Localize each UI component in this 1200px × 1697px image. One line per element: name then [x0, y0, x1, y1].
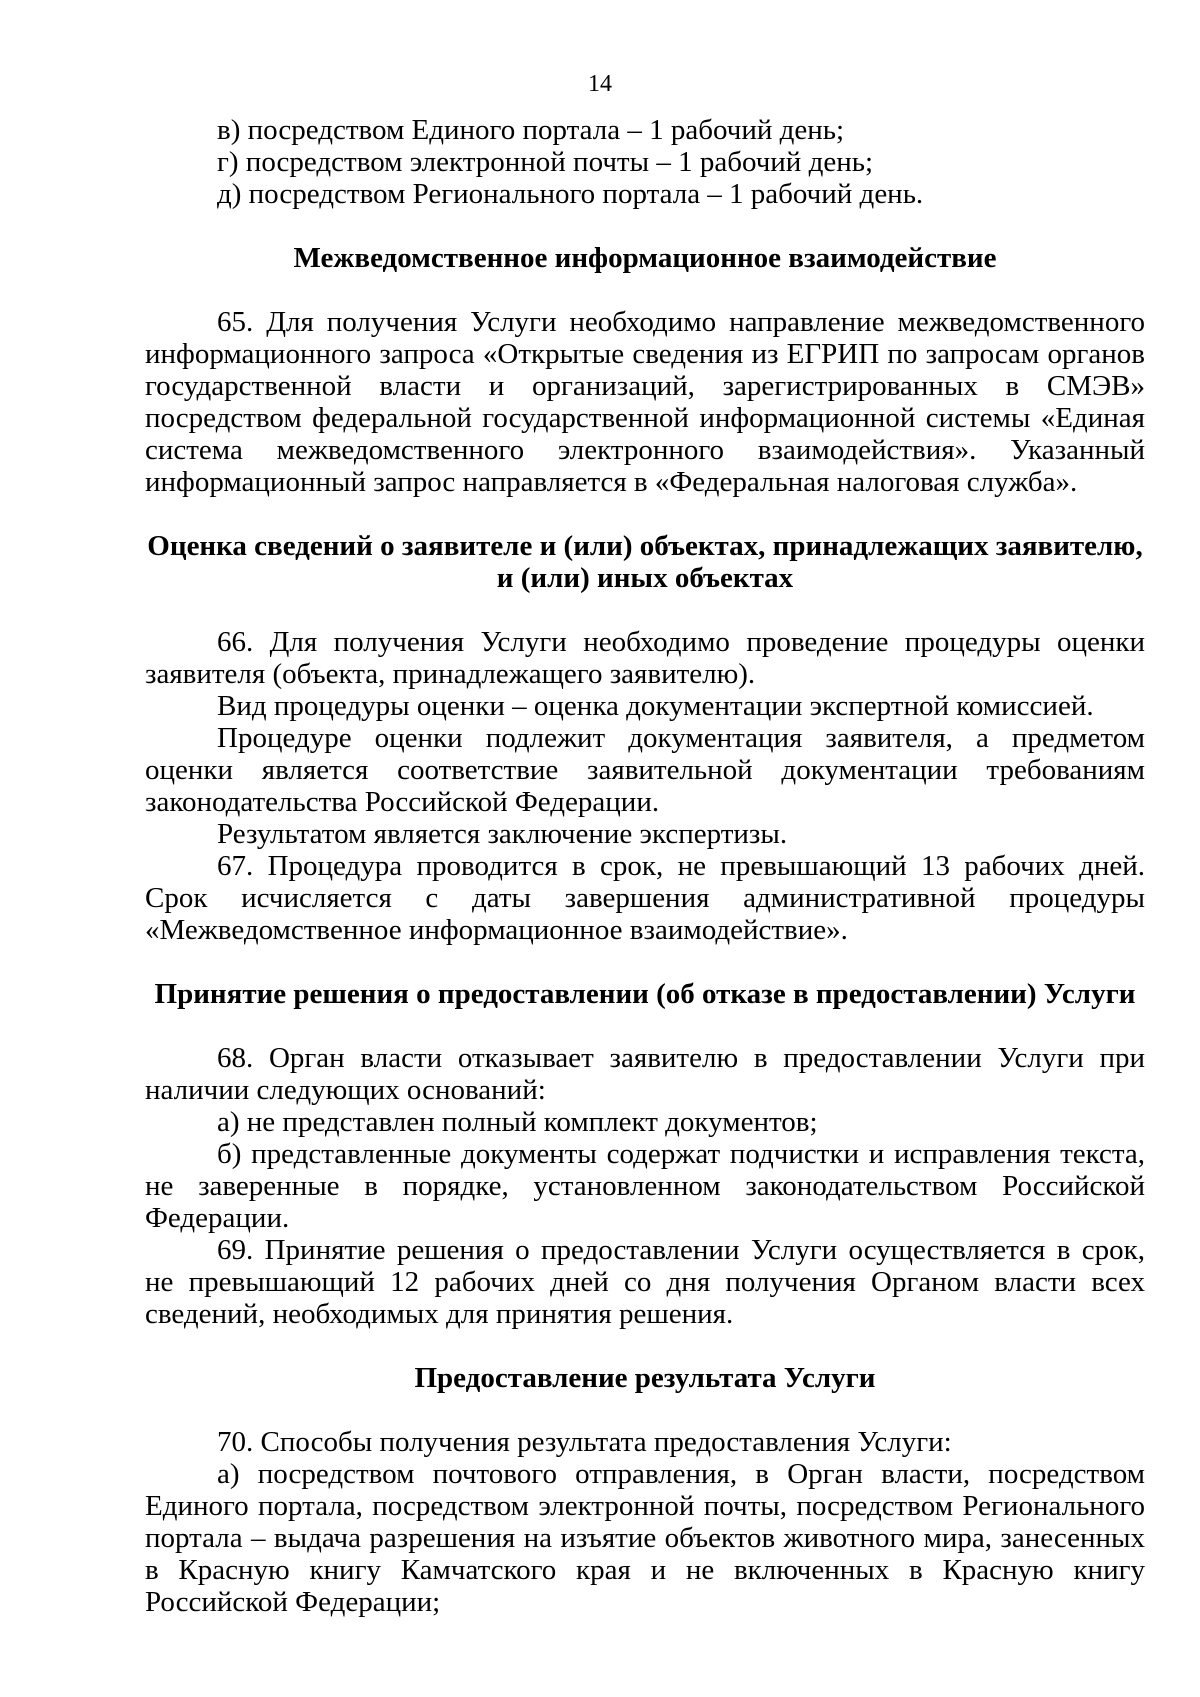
paragraph-67: 67. Процедура проводится в срок, не превышающий 13 рабочих дней. Срок исчисляется с даты завершения административной процедуры «Межведомственное информационное взаимодействие». [145, 850, 1145, 946]
paragraph-65: 65. Для получения Услуги необходимо направление межведомственного информационного запроса «Открытые сведения из ЕГРИП по запросам органов государственной власти и организаций, зарегистрированных в СМЭВ» посредством федеральной государственной информационной системы «Единая система межведомственного электронного взаимодействия». Указанный информационный запрос направляется в «Федеральная налоговая служба». [145, 306, 1145, 498]
paragraph-69: 69. Принятие решения о предоставлении Услуги осуществляется в срок, не превышающий 12 рабочих дней со дня получения Органом власти всех сведений, необходимых для принятия решения. [145, 1234, 1145, 1330]
paragraph-68: 68. Орган власти отказывает заявителю в предоставлении Услуги при наличии следующих оснований: [145, 1042, 1145, 1106]
paragraph-66-result: Результатом является заключение экспертизы. [217, 818, 788, 850]
section-heading-decision: Принятие решения о предоставлении (об отказе в предоставлении) Услуги [154, 978, 1136, 1010]
page-number: 14 [588, 71, 612, 97]
section-heading-interagency: Межведомственное информационное взаимодействие [293, 242, 997, 274]
paragraph-68-item-b: б) представленные документы содержат подчистки и исправления текста, не заверенные в порядке, установленном законодательством Российской Федерации. [145, 1138, 1145, 1234]
paragraph-item-d: д) посредством Регионального портала – 1 рабочий день. [217, 178, 924, 210]
paragraph-68-item-a: а) не представлен полный комплект документов; [217, 1106, 818, 1138]
paragraph-66-procedure-type: Вид процедуры оценки – оценка документации экспертной комиссией. [217, 690, 1094, 722]
paragraph-70-item-a: а) посредством почтового отправления, в Орган власти, посредством Единого портала, посредством электронной почты, посредством Регионального портала – выдача разрешения на изъятие объектов животного мира, занесенных в Красную книгу Камчатского края и не включенных в Красную книгу Российской Федерации; [145, 1458, 1145, 1618]
section-heading-result-delivery: Предоставление результата Услуги [414, 1362, 876, 1394]
paragraph-66-subject: Процедуре оценки подлежит документация заявителя, а предметом оценки является соответствие заявительной документации требованиям законодательства Российской Федерации. [145, 722, 1145, 818]
paragraph-item-g: г) посредством электронной почты – 1 рабочий день; [217, 146, 873, 178]
document-body [145, 114, 1145, 1618]
section-heading-assessment: Оценка сведений о заявителе и (или) объектах, принадлежащих заявителю, и (или) иных объектах [147, 530, 1143, 594]
paragraph-item-v: в) посредством Единого портала – 1 рабочий день; [217, 114, 845, 146]
paragraph-70: 70. Способы получения результата предоставления Услуги: [217, 1426, 952, 1458]
paragraph-66: 66. Для получения Услуги необходимо проведение процедуры оценки заявителя (объекта, принадлежащего заявителю). [145, 626, 1145, 690]
